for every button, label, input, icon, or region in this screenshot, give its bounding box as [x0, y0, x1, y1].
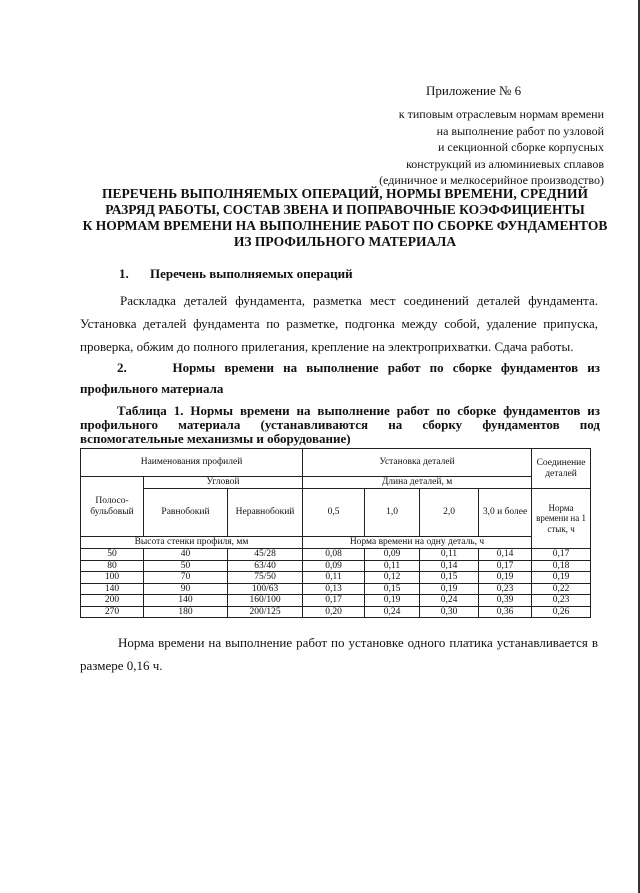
table-cell: 45/28 [228, 549, 303, 561]
title-line: ИЗ ПРОФИЛЬНОГО МАТЕРИАЛА [233, 234, 457, 249]
table-cell: 0,39 [479, 595, 532, 607]
table-cell: 0,26 [532, 606, 591, 618]
table-row [81, 583, 591, 595]
table-header-row [81, 449, 591, 477]
header-install: Установка деталей [303, 449, 532, 477]
table-row [81, 595, 591, 607]
table-cell: 90 [144, 583, 228, 595]
section1-number: 1. [119, 266, 129, 281]
header-len-2: 2,0 [420, 489, 479, 537]
table-cell: 0,22 [532, 583, 591, 595]
table-body [81, 549, 591, 618]
table-cell: 200/125 [228, 606, 303, 618]
table-cell: 0,18 [532, 560, 591, 572]
table-cell: 0,13 [303, 583, 365, 595]
section2-number: 2. [117, 360, 127, 375]
table-row [81, 572, 591, 584]
table-row [81, 549, 591, 561]
footer-text: Норма времени на выполнение работ по установке одного платика устанавливается в размере 0,16 ч. [80, 635, 598, 673]
table-cell: 200 [81, 595, 144, 607]
table-cell: 0,17 [479, 560, 532, 572]
subtitle-line: (единичное и мелкосерийное производство) [379, 173, 604, 187]
table-cell: 160/100 [228, 595, 303, 607]
table-cell: 0,14 [479, 549, 532, 561]
header-equal: Равнобокий [144, 489, 228, 537]
table-cell: 50 [81, 549, 144, 561]
table-cell: 0,17 [532, 549, 591, 561]
title-line: ПЕРЕЧЕНЬ ВЫПОЛНЯЕМЫХ ОПЕРАЦИЙ, НОРМЫ ВРЕМЕНИ, СРЕДНИЙ [102, 186, 588, 201]
table-cell: 0,08 [303, 549, 365, 561]
appendix-subtitle [330, 106, 604, 189]
header-norm-detail: Норма времени на одну деталь, ч [303, 537, 532, 549]
table-cell: 0,23 [479, 583, 532, 595]
table-cell: 0,11 [303, 572, 365, 584]
table-cell: 0,19 [479, 572, 532, 584]
table-cell: 0,24 [365, 606, 420, 618]
table-cell: 50 [144, 560, 228, 572]
table-cell: 0,19 [532, 572, 591, 584]
table-cell: 0,24 [420, 595, 479, 607]
table-cell: 0,19 [365, 595, 420, 607]
table-cell: 100 [81, 572, 144, 584]
header-bulb: Полосо-бульбовый [81, 477, 144, 537]
table-row [81, 606, 591, 618]
appendix-label: Приложение № 6 [426, 83, 522, 98]
table-cell: 70 [144, 572, 228, 584]
section2-heading [80, 357, 600, 399]
header-norm: Норма времени на 1 стык, ч [532, 489, 591, 549]
table-header-row [81, 489, 591, 515]
section1-heading [119, 266, 353, 282]
table-header-row [81, 477, 591, 489]
header-len-3: 3,0 и более [479, 489, 532, 537]
table-cell: 140 [144, 595, 228, 607]
header-length: Длина деталей, м [303, 477, 532, 489]
section1-title: Перечень выполняемых операций [150, 266, 353, 281]
section1-text: Раскладка деталей фундамента, разметка мест соединений деталей фундамента. Установка деталей фундамента по разметке, подгонка между собой, удаление припуска, проверка, обжим до полного прилегания, крепление на электроприхватки. Сдача работы. [80, 293, 598, 354]
table-cell: 0,09 [303, 560, 365, 572]
table-cell: 0,12 [365, 572, 420, 584]
subtitle-line: и секционной сборке корпусных [437, 140, 604, 154]
table-cell: 0,14 [420, 560, 479, 572]
table-cell: 0,11 [420, 549, 479, 561]
table-cell: 40 [144, 549, 228, 561]
table-cell: 0,15 [420, 572, 479, 584]
table-cell: 0,17 [303, 595, 365, 607]
document-title [80, 186, 610, 250]
table-cell: 0,09 [365, 549, 420, 561]
subtitle-line: на выполнение работ по узловой [436, 123, 604, 138]
table-cell: 0,36 [479, 606, 532, 618]
table-cell: 0,23 [532, 595, 591, 607]
subtitle-line: конструкций из алюминиевых сплавов [406, 156, 604, 171]
section2-title: Нормы времени на выполнение работ по сборке фундаментов из профильного материала [80, 360, 600, 396]
table-caption: Таблица 1. Нормы времени на выполнение работ по сборке фундаментов из профильного материала (устанавливаются на сборку фундаментов под вспомогательные механизмы и оборудование) [80, 403, 600, 446]
table-cell: 270 [81, 606, 144, 618]
table-cell: 63/40 [228, 560, 303, 572]
table-header-row [81, 537, 591, 549]
title-line: РАЗРЯД РАБОТЫ, СОСТАВ ЗВЕНА И ПОПРАВОЧНЫЕ КОЭФФИЦИЕНТЫ [105, 202, 585, 217]
table-cell: 0,20 [303, 606, 365, 618]
table-cell: 140 [81, 583, 144, 595]
table-cell: 0,30 [420, 606, 479, 618]
norms-table [80, 448, 591, 618]
table-cell: 0,19 [420, 583, 479, 595]
subtitle-line: к типовым отраслевым нормам времени [398, 107, 604, 121]
table-cell: 75/50 [228, 572, 303, 584]
title-line: К НОРМАМ ВРЕМЕНИ НА ВЫПОЛНЕНИЕ РАБОТ ПО СБОРКЕ ФУНДАМЕНТОВ [82, 218, 608, 233]
table-cell: 100/63 [228, 583, 303, 595]
header-angle: Угловой [144, 477, 303, 489]
table-cell: 0,15 [365, 583, 420, 595]
header-len-1: 1,0 [365, 489, 420, 537]
header-len-0: 0,5 [303, 489, 365, 537]
table-cell: 0,11 [365, 560, 420, 572]
header-connect: Соединение деталей [532, 449, 591, 489]
table-cell: 80 [81, 560, 144, 572]
table-row [81, 560, 591, 572]
table-cell: 180 [144, 606, 228, 618]
header-unequal: Неравнобокий [228, 489, 303, 537]
header-profiles: Наименования профилей [81, 449, 303, 477]
header-height: Высота стенки профиля, мм [81, 537, 303, 549]
